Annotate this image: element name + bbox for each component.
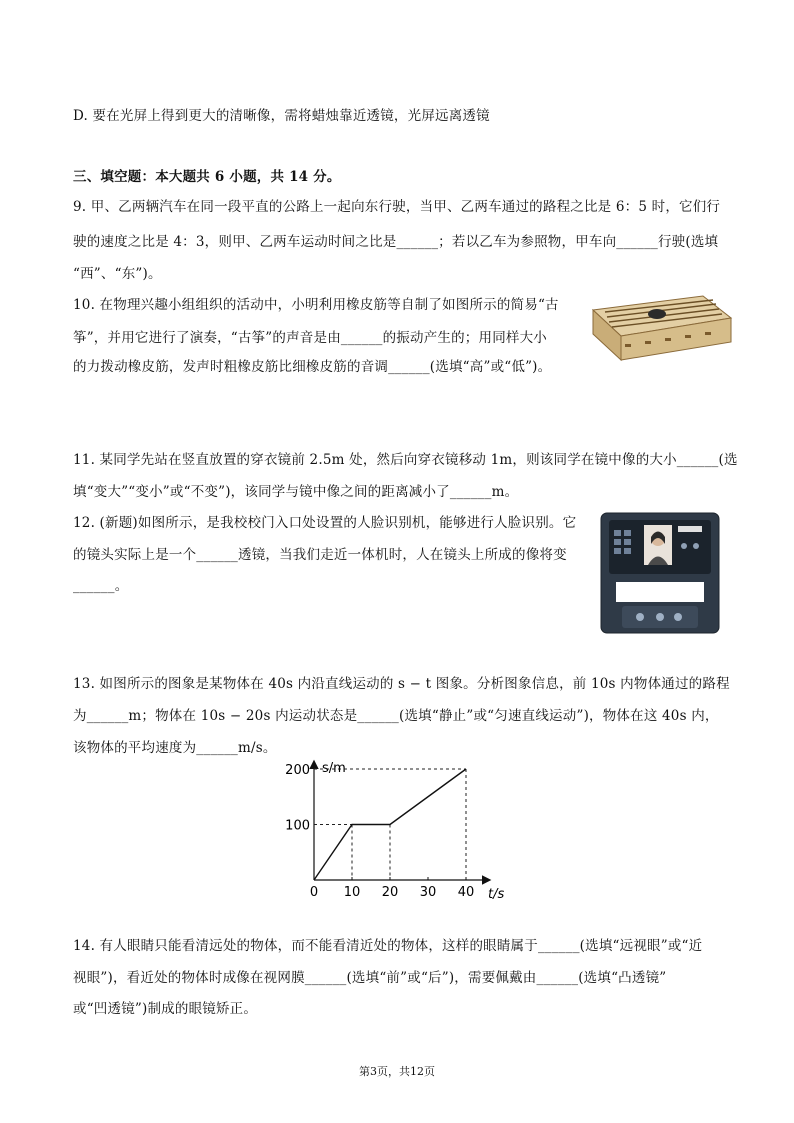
q13-line-1: 13. 如图所示的图象是某物体在 40s 内沿直线运动的 s − t 图象。分析图象信息，前 10s 内物体通过的路程	[73, 676, 730, 692]
y-tick-label-100: 100	[285, 818, 310, 834]
q14-line-2: 视眼”)，看近处的物体时成像在视网膜______(选填“前”或“后”)，需要佩戴由______(选填“凸透镜”	[73, 970, 667, 986]
guzheng-image	[585, 288, 735, 368]
text-line-optD: D. 要在光屏上得到更大的清晰像，需将蜡烛靠近透镜，光屏远离透镜	[73, 108, 490, 124]
x-tick-label-20: 20	[381, 885, 399, 900]
x-tick-label-30: 30	[419, 885, 437, 900]
q10-line-2: 筝”，并用它进行了演奏，“古筝”的声音是由______的振动产生的；用同样大小	[73, 330, 548, 346]
q10-line-1: 10. 在物理兴趣小组组织的活动中，小明利用橡皮筋等自制了如图所示的简易“古	[73, 297, 559, 313]
q13-line-3: 该物体的平均速度为______m/s。	[73, 740, 277, 756]
y-axis-label: s/m	[322, 761, 346, 776]
q14-line-3: 或“凹透镜”)制成的眼镜矫正。	[73, 1001, 258, 1017]
q14-line-1: 14. 有人眼睛只能看清远处的物体，而不能看清近处的物体，这样的眼睛属于______(选填“远视眼”或“近	[73, 938, 703, 954]
q10-line-3: 的力拨动橡皮筋，发声时粗橡皮筋比细橡皮筋的音调______(选填“高”或“低”)。	[73, 359, 552, 375]
q11-line-2: 填“变大”“变小”或“不变”)，该同学与镜中像之间的距离减小了______m。	[73, 484, 519, 500]
q11-line-1: 11. 某同学先站在竖直放置的穿衣镜前 2.5m 处，然后向穿衣镜移动 1m，则该同学在镜中像的大小______(选	[73, 452, 738, 468]
q13-line-2: 为______m；物体在 10s − 20s 内运动状态是______(选填“静止”或“匀速直线运动”)，物体在这 40s 内，	[73, 708, 719, 724]
q9-line-3: “西”、“东”)。	[73, 266, 162, 282]
x-tick-label-40: 40	[457, 885, 475, 900]
q9-line-1: 9. 甲、乙两辆汽车在同一段平直的公路上一起向东行驶，当甲、乙两车通过的路程之比是 6：5 时，它们行	[73, 199, 721, 215]
y-tick-label-200: 200	[285, 763, 310, 778]
x-tick-label-0: 0	[309, 885, 319, 900]
q12-line-3: ______。	[73, 578, 129, 594]
q9-line-2: 驶的速度之比是 4：3，则甲、乙两车运动时间之比是______；若以乙车为参照物，甲车向______行驶(选填	[73, 234, 719, 250]
face-recognition-machine-image	[600, 512, 720, 634]
x-tick-label-10: 10	[343, 885, 361, 900]
x-axis-label: t/s	[488, 887, 505, 900]
page-footer: 第3页，共12页	[359, 1065, 435, 1078]
q12-line-1: 12. (新题)如图所示，是我校校门入口处设置的人脸识别机，能够进行人脸识别。它	[73, 515, 577, 531]
section-heading: 三、填空题：本大题共 6 小题，共 14 分。	[73, 169, 341, 185]
q12-line-2: 的镜头实际上是一个______透镜，当我们走近一体机时，人在镜头上所成的像将变	[73, 547, 567, 563]
s-t-chart	[284, 752, 514, 900]
